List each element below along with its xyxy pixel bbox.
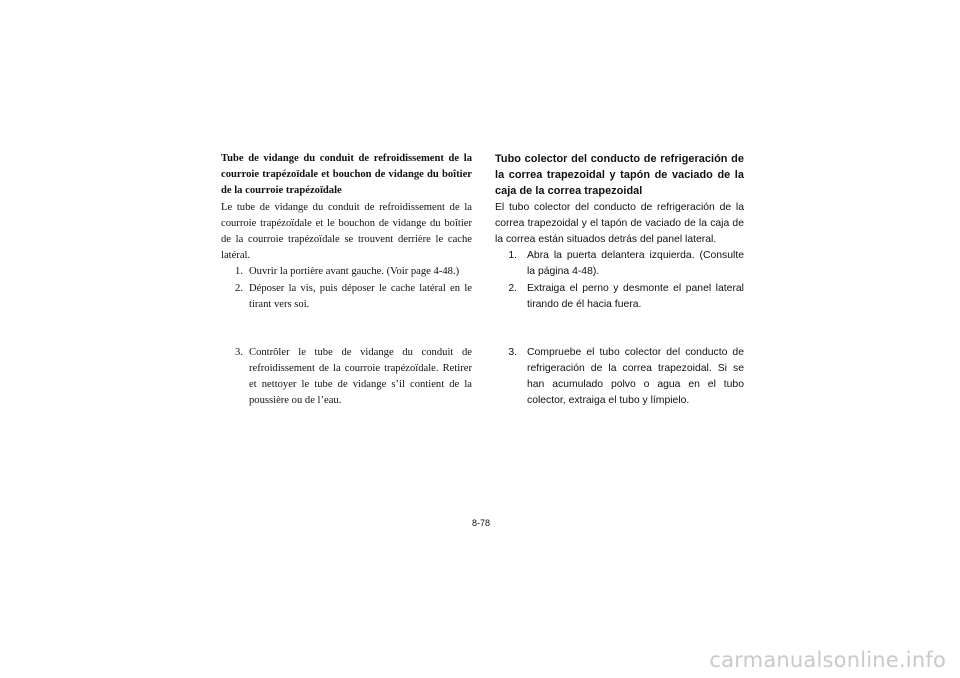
- page-number: 8-78: [471, 518, 490, 528]
- french-step-3: [221, 345, 472, 409]
- step-number: 3.: [508, 347, 517, 358]
- french-steps-bottom: [221, 345, 472, 410]
- step-number: 1.: [508, 250, 517, 261]
- step-number: 1.: [235, 266, 243, 277]
- step-text: Compruebe el tubo colector del conducto de refrigeración de la correa trapezoidal. Si se han acumulado polvo o agua en el tubo colector, extraiga el tubo y límpielo.: [527, 347, 744, 406]
- spanish-step-3: [495, 345, 744, 409]
- french-intro: Le tube de vidange du conduit de refroidissement de la courroie trapézoïdale et le bouchon de vidange du boîtier de la courroie trapézoïdale se trouvent derrière le cache latéral.: [221, 202, 472, 261]
- step-number: 3.: [235, 347, 243, 358]
- step-text: Abra la puerta delantera izquierda. (Consulte la página 4-48).: [527, 250, 744, 277]
- spanish-steps-bottom: [495, 345, 744, 410]
- spanish-step-1: [495, 248, 744, 280]
- french-step-2: [221, 281, 472, 313]
- step-text: Extraiga el perno y desmonte el panel lateral tirando de él hacia fuera.: [527, 283, 744, 310]
- step-number: 2.: [235, 283, 243, 294]
- french-step-1: [221, 264, 472, 280]
- spanish-intro: El tubo colector del conducto de refrigeración de la correa trapezoidal y el tapón de vaciado de la caja de la correa están situados detrás del panel lateral.: [495, 202, 744, 245]
- french-heading: Tube de vidange du conduit de refroidissement de la courroie trapézoïdale et bouchon de vidange du boîtier de la courroie trapézoïdale: [221, 153, 472, 196]
- step-text: Déposer la vis, puis déposer le cache latéral en le tirant vers soi.: [249, 283, 472, 310]
- spanish-heading: Tubo colector del conducto de refrigeración de la correa trapezoidal y tapón de vaciado de la caja de la correa trapezoidal: [495, 153, 744, 197]
- spanish-column: [495, 151, 744, 314]
- french-steps-top: [221, 264, 472, 313]
- step-number: 2.: [508, 283, 517, 294]
- watermark: carmanualsonline.info: [709, 648, 946, 672]
- step-text: Contrôler le tube de vidange du conduit de refroidissement de la courroie trapézoïdale. Retirer et nettoyer le tube de vidange s’il contient de la poussière ou de l’eau.: [249, 347, 472, 406]
- step-text: Ouvrir la portière avant gauche. (Voir page 4-48.): [249, 266, 460, 277]
- french-column: [221, 151, 472, 314]
- spanish-step-2: [495, 281, 744, 313]
- spanish-steps-top: [495, 248, 744, 313]
